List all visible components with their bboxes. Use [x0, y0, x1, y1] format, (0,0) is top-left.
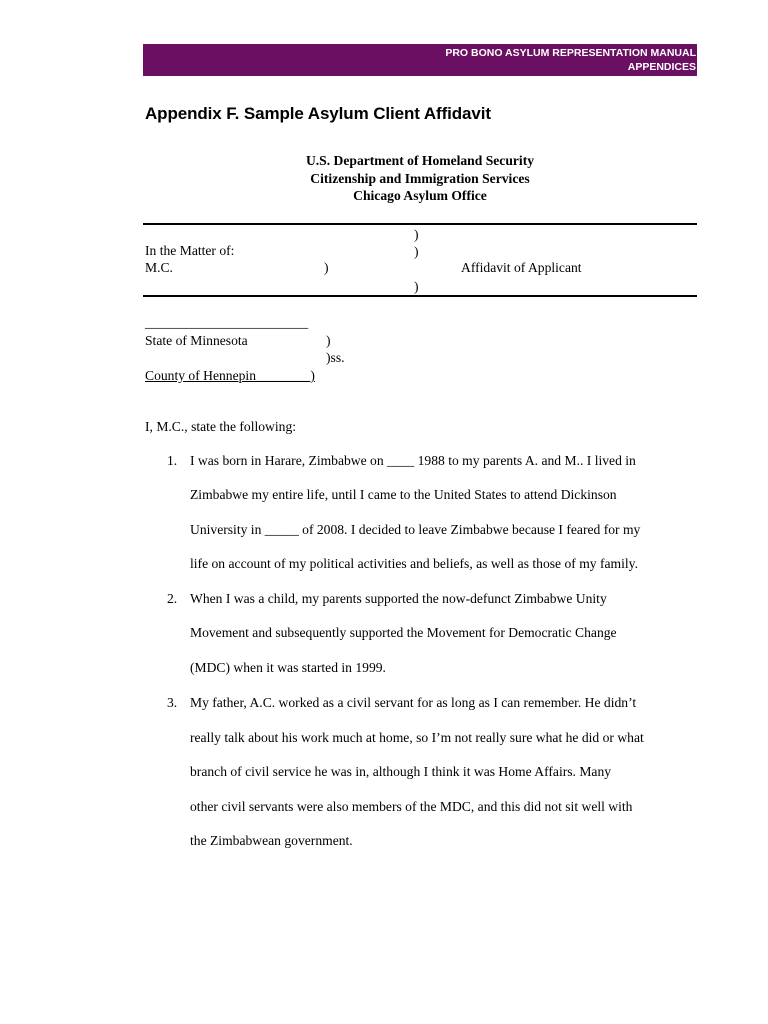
caption-paren-2: ): [414, 244, 419, 259]
affidavit-title: Affidavit of Applicant: [461, 260, 582, 275]
agency-block: [143, 152, 697, 205]
paragraph-line: the Zimbabwean government.: [190, 833, 353, 848]
paragraph-line: (MDC) when it was started in 1999.: [190, 660, 386, 675]
venue-ss: )ss.: [326, 350, 345, 365]
caption-bottom-rule: [143, 295, 697, 297]
venue-paren-1: ): [326, 333, 331, 348]
paragraph-line: other civil servants were also members of the MDC, and this did not sit well with: [190, 799, 633, 814]
paragraph-line: Movement and subsequently supported the Movement for Democratic Change: [190, 625, 617, 640]
manual-title: PRO BONO ASYLUM REPRESENTATION MANUAL: [445, 47, 696, 59]
venue-county-name: County of Hennepin: [145, 368, 257, 383]
venue-state: State of Minnesota: [145, 333, 248, 348]
agency-line-3: Chicago Asylum Office: [353, 188, 487, 203]
caption-paren-4: ): [414, 279, 419, 294]
list-number: 2.: [167, 591, 178, 606]
paragraph-line: When I was a child, my parents supported the now-defunct Zimbabwe Unity: [190, 591, 607, 606]
list-number: 1.: [167, 453, 178, 468]
caption-paren-3: ): [324, 260, 329, 275]
matter-label: In the Matter of:: [145, 243, 235, 258]
venue-county-tail: ________): [256, 368, 315, 383]
paragraph-line: Zimbabwe my entire life, until I came to the United States to attend Dickinson: [190, 487, 617, 502]
agency-line-1: U.S. Department of Homeland Security: [305, 153, 535, 168]
paragraph-line: life on account of my political activities and beliefs, as well as those of my family.: [190, 556, 638, 571]
matter-name: M.C.: [145, 260, 173, 275]
manual-header-band: [143, 44, 697, 76]
paragraph-line: branch of civil service he was in, although I think it was Home Affairs. Many: [190, 764, 612, 779]
manual-subtitle: APPENDICES: [627, 61, 696, 73]
paragraph-line: really talk about his work much at home, so I’m not really sure what he did or what: [190, 730, 644, 745]
caption-top-rule: [143, 223, 697, 225]
paragraph-line: My father, A.C. worked as a civil servant for as long as I can remember. He didn’t: [190, 695, 637, 710]
intro-statement: I, M.C., state the following:: [145, 419, 297, 434]
paragraph-line: I was born in Harare, Zimbabwe on ____ 1988 to my parents A. and M.. I lived in: [190, 453, 636, 468]
venue-blank-line: ________________________: [145, 315, 309, 330]
agency-line-2: Citizenship and Immigration Services: [310, 170, 530, 186]
venue-county: [145, 367, 315, 384]
appendix-title: Appendix F. Sample Asylum Client Affidavit: [145, 104, 491, 123]
list-number: 3.: [167, 695, 178, 710]
caption-paren-1: ): [414, 227, 419, 242]
paragraph-line: University in _____ of 2008. I decided to leave Zimbabwe because I feared for my: [190, 522, 641, 537]
